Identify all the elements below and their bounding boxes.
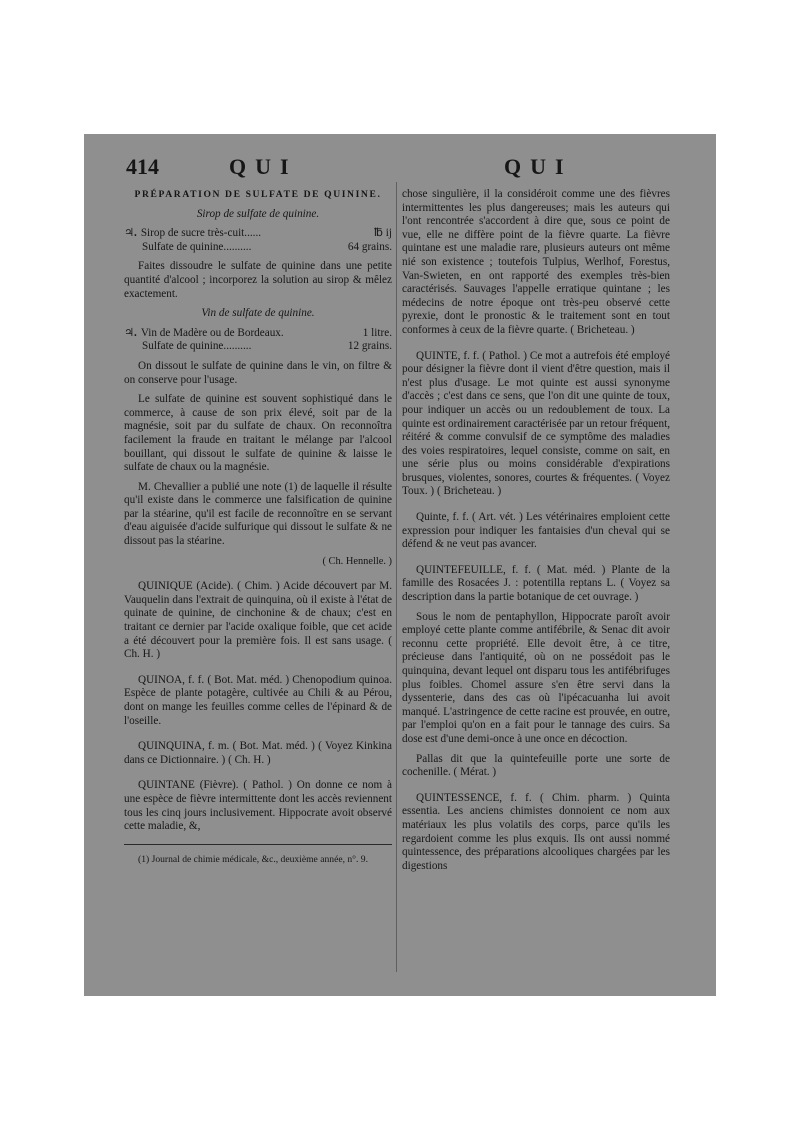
paragraph: Faites dissoudre le sulfate de quinine dans une petite quantité d'alcool ; incorporez la solution au sirop & mêlez exactement. xyxy=(124,260,392,300)
recipe-line xyxy=(124,340,392,354)
recipe-line xyxy=(124,241,392,255)
dictionary-entry: QUINOA, f. f. ( Bot. Mat. méd. ) Chenopodium quinoa. Espèce de plante potagère, cultivée au Chili & au Pérou, dont on mange les feuilles comme celles de l'épinard & de l'oseille. xyxy=(124,673,392,727)
dictionary-entry: QUINIQUE (Acide). ( Chim. ) Acide découvert par M. Vauquelin dans l'extrait de quinquina, où il existe à l'état de quinate de quinine, de cinchonine & de chaux; c'est en traitant ce dernier par l'acide oxalique foible, que cet acide a été découvert pour la première fois. Il est sans usage. ( Ch. H. ) xyxy=(124,580,392,661)
paragraph: Pallas dit que la quintefeuille porte une sorte de cochenille. ( Mérat. ) xyxy=(402,752,670,779)
quantity: 12 grains. xyxy=(347,340,392,353)
ingredient: Vin de Madère ou de Bordeaux. xyxy=(140,326,284,339)
recipe-title: Sirop de sulfate de quinine. xyxy=(196,207,320,220)
paragraph: Sous le nom de pentaphyllon, Hippocrate paroît avoir employé cette plante comme antifébrile, & Senac dit avoir reconnu cette propriété. Elle devoit être, à ce titre, précieuse dans l'antiquité, où on ne possédoit pas le quinquina, devant lequel ont disparu tous les antifébrifuges plus foibles. Chomel assure s'en être servi dans la dyssenterie, dans des cas où l'ipécacuanha lui avoit manqué. L'astringence de cette racine est prouvée, en outre, par l'emploi qu'on en a fait pour le tannage des cuirs. Sa dose est d'une demi-once à une once en décoction. xyxy=(402,610,670,745)
recipe-list xyxy=(124,327,392,354)
dictionary-entry: QUINTESSENCE, f. f. ( Chim. pharm. ) Quinta essentia. Les anciens chimistes donnoient ce nom aux matériaux les plus volatils des corps, parce qu'ils les regardoient comme les plus exquis. Ils ont aussi nommé quintessence, des préparations alcooliques chargées par les digestions xyxy=(402,791,670,872)
right-column xyxy=(402,188,670,879)
dictionary-entry: Quinte, f. f. ( Art. vét. ) Les vétérinaires emploient cette expression pour indiquer les fantaisies d'un cheval qui se défend & ne veut pas avancer. xyxy=(402,511,670,551)
recipe-list xyxy=(124,227,392,254)
paragraph: M. Chevallier a publié une note (1) de laquelle il résulte qu'il existe dans le commerce une falsification de quinine par la stéarine, qu'il est facile de reconnoître en se servant d'eau aiguisée d'acide sulfurique qui dissout le sulfate & ne dissout pas la stéarine. xyxy=(124,480,392,548)
dictionary-entry: QUINTE, f. f. ( Pathol. ) Ce mot a autrefois été employé pour désigner la fièvre dont il vient d'être question, mais il n'est plus d'usage. Le mot quinte est aussi synonyme d'accès ; c'est dans ce sens, que l'on dit une quinte de toux, pour indiquer un accès ou un redoublement de toux. La quinte est ordinairement caractérisée par un retour fréquent, réitéré & comme convulsif de ce symptôme des maladies des voies respiratoires, lequel consiste, comme on sait, en une série plus ou moins considérable d'expirations brusques, violentes, sonores, courtes & fréquentes. ( Voyez Toux. ) ( Bricheteau. ) xyxy=(402,349,670,498)
dictionary-entry: QUINTANE (Fièvre). ( Pathol. ) On donne ce nom à une espèce de fièvre intermittente dont les accès reviennent tous les cinq jours inclusivement. Hippocrate avoit observé cette maladie, &, xyxy=(124,779,392,833)
footnote-rule xyxy=(124,844,392,845)
paragraph: chose singulière, il la considéroit comme une des fièvres intermittentes les plus dangereuses; mais les auteurs qui l'ont rencontrée s'accordent à dire que, sous ce point de vue, elle ne diffère point de la fièvre quarte. La fièvre quintane est une maladie rare, plusieurs auteurs ont même nié son existence ; toutefois Tulpius, Werlhof, Forestus, Van-Swieten, en ont rapporté des exemples très-bien caractérisés. Sauvages l'appelle erratique quintane ; les médecins de notre époque ont très-peu observé cette pyrexie, dont le pronostic & le traitement sont en tout conformes à ceux de la fièvre quarte. ( Bricheteau. ) xyxy=(402,188,670,336)
dictionary-entry: QUINTEFEUILLE, f. f. ( Mat. méd. ) Plante de la famille des Rosacées J. : potentilla reptans L. ( Voyez sa description dans la partie botanique de cet ouvrage. ) xyxy=(402,563,670,604)
scanned-page xyxy=(84,134,716,996)
page-number: 414 xyxy=(126,154,159,179)
paragraph: Le sulfate de quinine est souvent sophistiqué dans le commerce, à cause de son prix élevé, soit par de la magnésie, soit par du sulfate de chaux. On reconnoîtra facilement la fraude en traitant le mélange par l'alcool bouillant, qui dissout le sulfate de quinine & laisse le sulfate de chaux ou la magnésie. xyxy=(124,393,392,474)
dictionary-entry: QUINQUINA, f. m. ( Bot. Mat. méd. ) ( Voyez Kinkina dans ce Dictionnaire. ) ( Ch. H. ) xyxy=(124,740,392,766)
quantity: ℔ ij xyxy=(373,227,392,240)
left-column xyxy=(124,188,392,872)
paragraph: On dissout le sulfate de quinine dans le vin, on filtre & on conserve pour l'usage. xyxy=(124,359,392,386)
running-head-right: QUI xyxy=(504,154,573,179)
author-signature: ( Ch. Hennelle. ) xyxy=(322,555,392,567)
recipe-title: Vin de sulfate de quinine. xyxy=(201,307,315,320)
running-head-left: QUI xyxy=(229,154,298,179)
recipe-symbol: ♃. xyxy=(124,227,137,240)
recipe-line xyxy=(124,327,392,341)
section-title: PRÉPARATION DE SULFATE DE QUININE. xyxy=(134,189,382,200)
ingredient: Sulfate de quinine.......... xyxy=(142,340,252,353)
quantity: 64 grains. xyxy=(347,240,392,253)
ingredient: Sulfate de quinine.......... xyxy=(142,240,252,253)
recipe-line xyxy=(124,227,392,241)
recipe-symbol: ♃. xyxy=(124,326,137,339)
footnote: (1) Journal de chimie médicale, &c., deuxième année, n°. 9. xyxy=(138,853,369,865)
quantity: 1 litre. xyxy=(362,326,392,339)
ingredient: Sirop de sucre très-cuit...... xyxy=(140,227,262,240)
column-divider xyxy=(396,182,397,972)
